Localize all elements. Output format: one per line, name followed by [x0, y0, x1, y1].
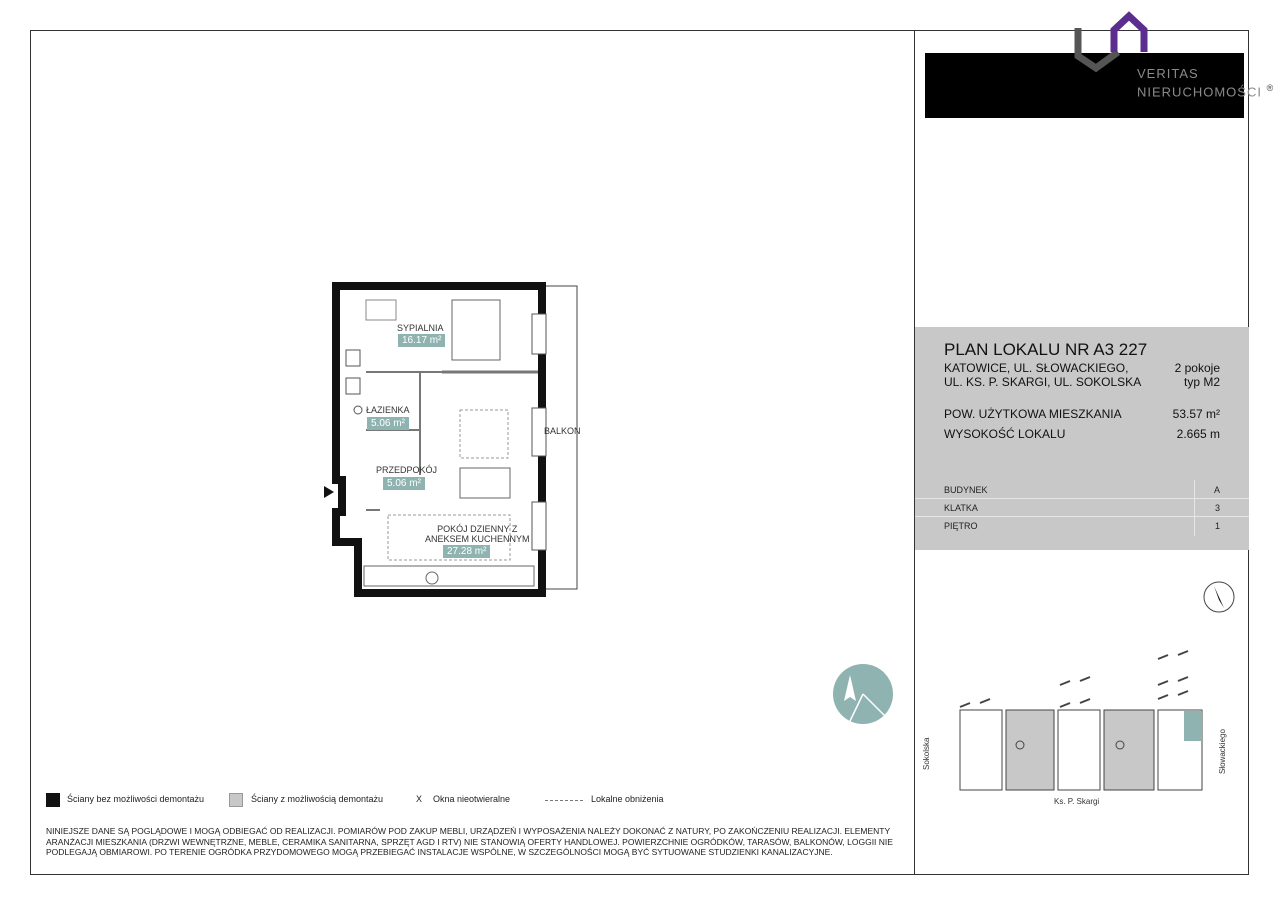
legend-swatch-fixed-walls [46, 793, 60, 807]
height-value: 2.665 m [1176, 427, 1220, 441]
brand-line1: VERITAS [1137, 66, 1199, 81]
sink [426, 572, 438, 584]
street-label-right: Słowackiego [1218, 729, 1227, 774]
legend-swatch-removable-walls [229, 793, 243, 807]
height-label: WYSOKOŚĆ LOKALU [944, 427, 1066, 441]
toilet [354, 406, 362, 414]
brand-line2: NIERUCHOMOŚCI [1137, 84, 1262, 100]
room-name-living-line2: ANEKSEM KUCHENNYM [425, 534, 530, 544]
area-value: 53.57 m² [1172, 407, 1220, 421]
room-area-bathroom: 5.06 m² [367, 417, 409, 430]
room-name-living-line1: POKÓJ DZIENNY Z [437, 524, 518, 534]
shaft [346, 378, 360, 394]
apartment-highlight [1184, 711, 1202, 741]
street-label-bottom: Ks. P. Skargi [1054, 797, 1100, 806]
legend-window-mark: X [416, 794, 423, 804]
detail-label-floor: PIĘTRO [944, 521, 978, 531]
area-label: POW. UŻYTKOWA MIESZKANIA [944, 407, 1122, 421]
apartment-info-panel [915, 327, 1249, 550]
disclaimer-text: NINIEJSZE DANE SĄ POGLĄDOWE I MOGĄ ODBIEGAĆ OD REALIZACJI. POMIARÓW POD ZAKUP MEBLI, URZĄDZEŃ I WYPOSAŻENIA NALEŻY DOKONAĆ Z NATURY, PO ZAKOŃCZENIU REALIZACJI. ELEMENTY ARANŻACJI MIESZKANIA (DRZWI WEWNĘTRZNE, MEBLE, CERAMIKA SANITARNA, SPRZĘT AGD I RTV) NIE STANOWIĄ OFERTY HANDLOWEJ. POWIERZCHNIE OGRÓDKÓW, TARASÓW, BALKONÓW, LOGGII NIE PODLEGAJĄ OBMIAROWI. PO TERENIE OGRÓDKA PRZYDOMOWEGO MOGĄ PRZEBIEGAĆ INSTALACJE WSPÓLNE, W SZCZEGÓLNOŚCI MOGĄ BYĆ SYTUOWANE STUDZIENKI KANALIZACYJNE. [46, 826, 893, 857]
window [532, 502, 546, 550]
bed [452, 300, 500, 360]
legend-dashed-line [545, 800, 583, 801]
room-name-balcony: BALKON [544, 426, 581, 436]
shaft [346, 350, 360, 366]
address-line1: KATOWICE, UL. SŁOWACKIEGO, [944, 361, 1129, 375]
site-plan [940, 645, 1210, 795]
street-label-left: Sokolska [922, 737, 931, 770]
rooms-count: 2 pokoje [1174, 361, 1220, 375]
brand-name [1137, 66, 1274, 99]
north-arrow-icon [1202, 580, 1236, 614]
detail-column-divider [1194, 480, 1195, 536]
room-name-bedroom: SYPIALNIA [397, 323, 444, 333]
legend-windows: Okna nieotwieralne [433, 794, 511, 804]
legend-removable-walls: Ściany z możliwością demontażu [251, 794, 384, 804]
room-name-hallway: PRZEDPOKÓJ [376, 465, 438, 475]
detail-label-building: BUDYNEK [944, 485, 988, 495]
window [532, 314, 546, 354]
room-name-living [425, 524, 530, 544]
plan-address [944, 361, 1141, 389]
detail-value-floor: 1 [1214, 521, 1220, 531]
plan-rooms [1175, 361, 1220, 389]
plan-title: PLAN LOKALU NR A3 227 [944, 340, 1148, 359]
room-name-bathroom: ŁAZIENKA [366, 405, 410, 415]
sofa [460, 468, 510, 498]
address-line2: UL. KS. P. SKARGI, UL. SOKOLSKA [944, 375, 1142, 389]
detail-value-building: A [1213, 485, 1220, 495]
entrance-arrow-icon [324, 486, 334, 498]
detail-value-staircase: 3 [1214, 503, 1220, 513]
balcony-outline [542, 286, 577, 589]
kitchen-counter [364, 566, 534, 586]
brand-reg: ® [1266, 83, 1275, 93]
detail-divider [915, 516, 1249, 517]
legend-fixed-walls: Ściany bez możliwości demontażu [67, 794, 205, 804]
room-area-bedroom: 16.17 m² [398, 334, 445, 347]
apartment-type: typ M2 [1183, 375, 1220, 389]
wardrobe [366, 300, 396, 320]
sun-compass-icon [832, 663, 894, 725]
table [460, 410, 508, 458]
room-area-living: 27.28 m² [443, 545, 490, 558]
detail-divider [915, 498, 1249, 499]
room-area-hallway: 5.06 m² [383, 477, 425, 490]
veritas-logo [1074, 10, 1150, 72]
detail-label-staircase: KLATKA [944, 503, 978, 513]
legend-lowering: Lokalne obniżenia [591, 794, 664, 804]
